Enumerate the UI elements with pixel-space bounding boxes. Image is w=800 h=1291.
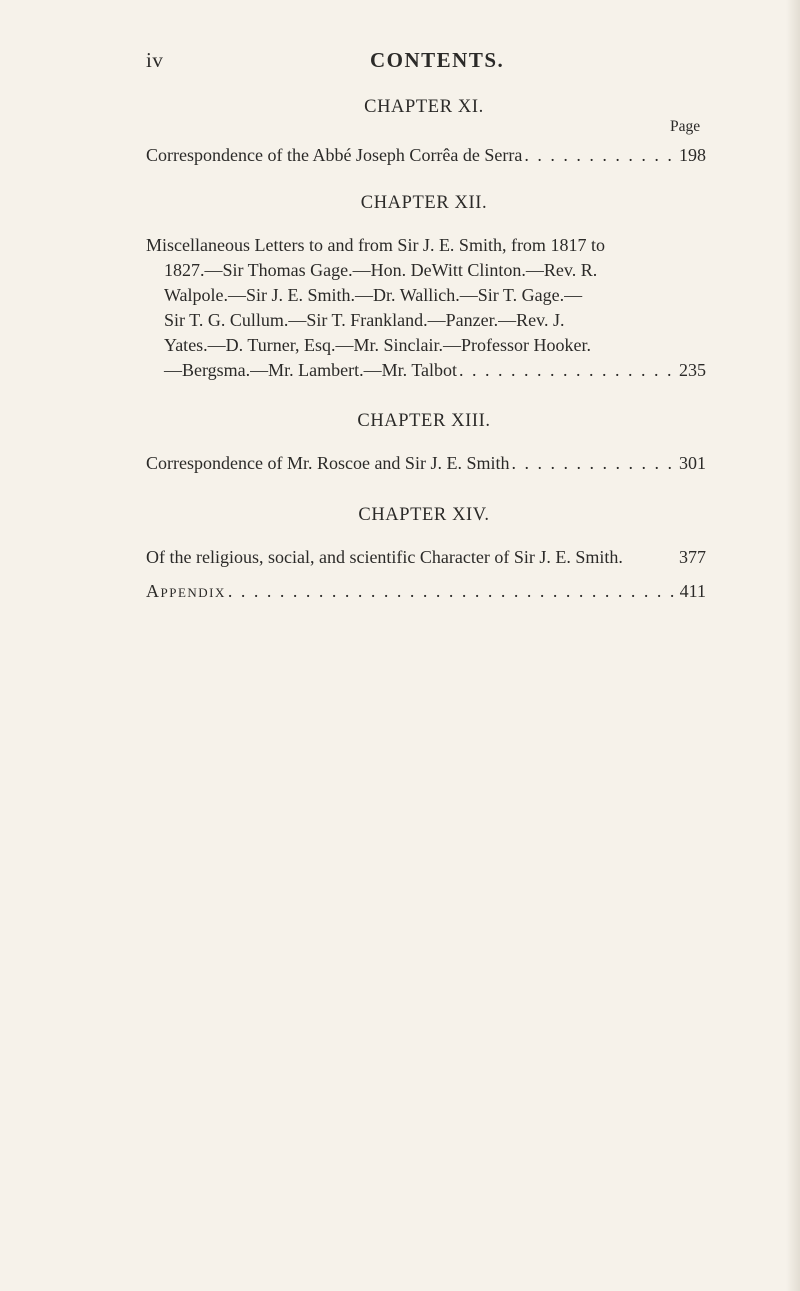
toc-line xyxy=(146,451,706,476)
appendix-label: Appendix xyxy=(146,581,226,601)
chapter-xiv-heading: CHAPTER XIV. xyxy=(358,505,490,525)
page-column-label: Page xyxy=(670,118,701,135)
toc-line xyxy=(146,358,706,383)
entry-title: Correspondence of the Abbé Joseph Corrêa de Serra xyxy=(146,145,523,165)
appendix-page-number: 411 xyxy=(679,581,706,601)
toc-line: Miscellaneous Letters to and from Sir J. E. Smith, from 1817 to xyxy=(146,235,605,255)
toc-line xyxy=(146,143,706,168)
toc-line xyxy=(146,579,706,604)
chapter-xiii-heading: CHAPTER XIII. xyxy=(357,411,491,431)
dot-leader xyxy=(511,451,675,476)
entry-page-number: 198 xyxy=(679,145,706,165)
entry-page-number: 235 xyxy=(679,360,706,380)
entry-title: Of the religious, social, and scientific Character of Sir J. E. Smith. xyxy=(146,547,623,567)
chapter-xi-heading: CHAPTER XI. xyxy=(364,97,484,117)
chapter-xii-heading: CHAPTER XII. xyxy=(360,193,488,213)
chapter-xi-entry xyxy=(146,143,706,168)
running-head xyxy=(146,48,706,78)
dot-leader xyxy=(459,358,675,383)
dot-leader xyxy=(524,143,675,168)
toc-line: Yates.—D. Turner, Esq.—Mr. Sinclair.—Professor Hooker. xyxy=(164,335,591,355)
chapter-xii-entry xyxy=(146,233,706,383)
page-folio: iv xyxy=(146,48,164,72)
toc-line xyxy=(146,545,706,570)
toc-line: Walpole.—Sir J. E. Smith.—Dr. Wallich.—Sir T. Gage.— xyxy=(164,285,583,305)
dot-leader xyxy=(228,579,676,604)
running-head-title: CONTENTS. xyxy=(370,48,505,72)
toc-line: 1827.—Sir Thomas Gage.—Hon. DeWitt Clinton.—Rev. R. xyxy=(164,260,598,280)
appendix-entry xyxy=(146,579,706,604)
entry-page-number: 377 xyxy=(679,547,706,567)
entry-title: Correspondence of Mr. Roscoe and Sir J. E. Smith xyxy=(146,453,510,473)
toc-line: Sir T. G. Cullum.—Sir T. Frankland.—Panzer.—Rev. J. xyxy=(164,310,565,330)
chapter-xiv-entry xyxy=(146,545,706,570)
entry-title: —Bergsma.—Mr. Lambert.—Mr. Talbot xyxy=(164,360,458,380)
page-edge-shadow xyxy=(786,0,800,1291)
chapter-xiii-entry xyxy=(146,451,706,476)
entry-page-number: 301 xyxy=(679,453,706,473)
